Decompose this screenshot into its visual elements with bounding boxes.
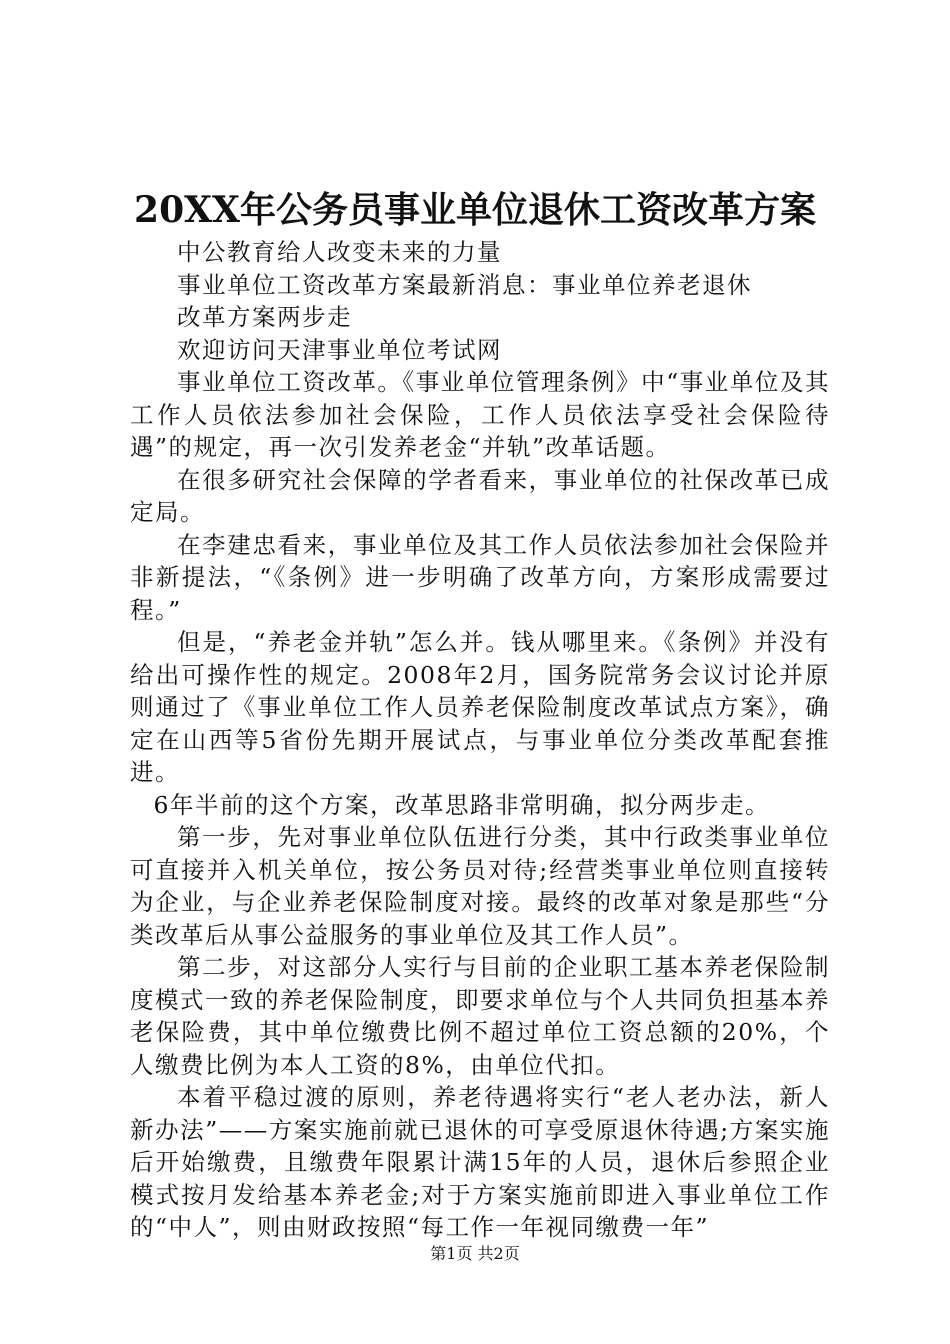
paragraph: 第二步，对这部分人实行与目前的企业职工基本养老保险制度模式一致的养老保险制度，即要求单位与个人共同负担基本养老保险费，其中单位缴费比例不超过单位工资总额的20%，个人缴费比例为本人工资的8%，由单位代扣。: [130, 953, 830, 1079]
document-body: [130, 236, 830, 1244]
paragraph: 6年半前的这个方案，改革思路非常明确，拟分两步走。: [153, 790, 770, 819]
paragraph: 在很多研究社会保障的学者看来，事业单位的社保改革已成定局。: [130, 465, 830, 526]
paragraph: 欢迎访问天津事业单位考试网: [177, 335, 502, 364]
paragraph: 但是，“养老金并轨”怎么并。钱从哪里来。《条例》并没有给出可操作性的规定。2008年2月，国务院常务会议讨论并原则通过了《事业单位工作人员养老保险制度改革试点方案》，确定在山西等5省份先期开展试点，与事业单位分类改革配套推进。: [130, 628, 830, 786]
document-title: 20XX年公务员事业单位退休工资改革方案: [134, 189, 816, 231]
paragraph: 本着平稳过渡的原则，养老待遇将实行“老人老办法，新人新办法”——方案实施前就已退休的可享受原退休待遇;方案实施后开始缴费，且缴费年限累计满15年的人员，退休后参照企业模式按月发给基本养老金;对于方案实施前即进入事业单位工作的“中人”，则由财政按照“每工作一年视同缴费一年”: [130, 1083, 830, 1241]
paragraph: 改革方案两步走: [177, 303, 352, 331]
paragraph: 第一步，先对事业单位队伍进行分类，其中行政类事业单位可直接并入机关单位，按公务员对待;经营类事业单位则直接转为企业，与企业养老保险制度对接。最终的改革对象是那些“分类改革后从事公益服务的事业单位及其工作人员”。: [130, 823, 830, 949]
page-footer: 第1页 共2页: [430, 1244, 520, 1263]
paragraph: 中公教育给人改变未来的力量: [177, 238, 502, 266]
paragraph: 在李建忠看来，事业单位及其工作人员依法参加社会保险并非新提法，“《条例》进一步明确了改革方向，方案形成需要过程。”: [130, 530, 830, 624]
paragraph: 事业单位工资改革方案最新消息：事业单位养老退休: [177, 270, 752, 299]
paragraph: 事业单位工资改革。《事业单位管理条例》中“事业单位及其工作人员依法参加社会保险，工作人员依法享受社会保险待遇”的规定，再一次引发养老金“并轨”改革话题。: [130, 368, 830, 461]
